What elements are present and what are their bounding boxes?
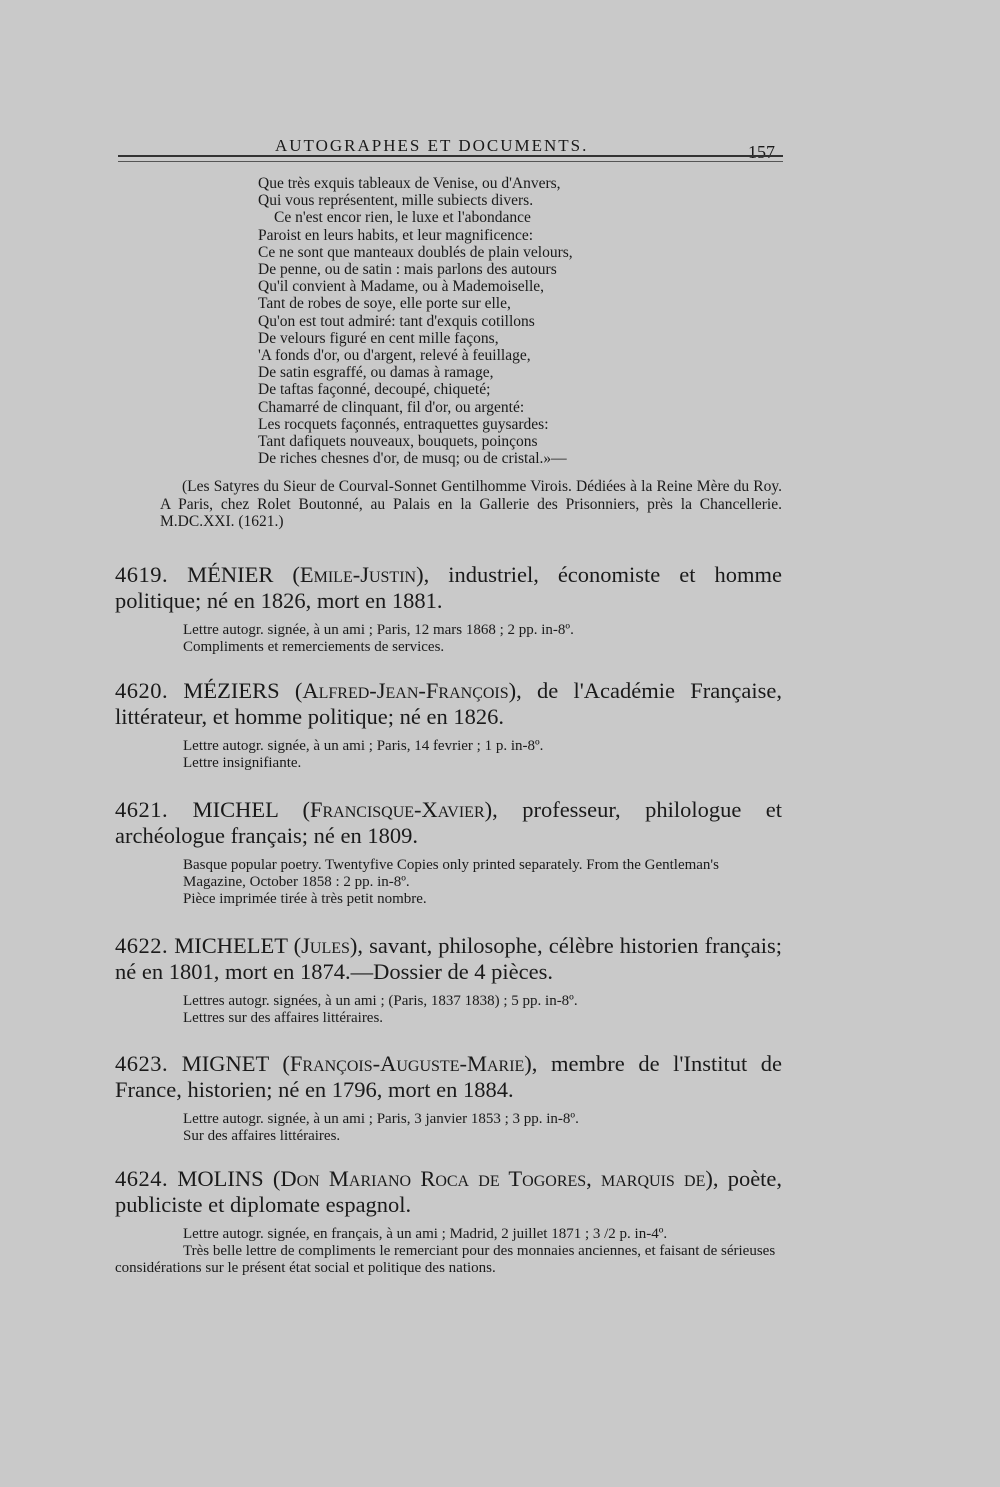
poem-line: De taftas façonné, decoupé, chiqueté; — [258, 381, 491, 399]
entry-details — [115, 738, 782, 772]
poem-line: Tant dafiquets nouveaux, bouquets, poinçons — [258, 433, 538, 451]
entry-description: membre de l'Institut de France, historien; né en 1796, mort en 1884. — [115, 1051, 783, 1102]
poem-line: Chamarré de clinquant, fil d'or, ou argenté: — [258, 398, 525, 416]
entry-item-line: Basque popular poetry. Twentyfive Copies only printed separately. From the Gentleman's Magazine, October 1858 : 2 pp. in-8º. — [183, 857, 719, 890]
entry-note-line: Lettres sur des affaires littéraires. — [183, 1010, 384, 1026]
entry-given-names: (Don Mariano Roca de Togores, marquis de), — [272, 1166, 719, 1191]
entry-description: industriel, économiste et homme politique; né en 1826, mort en 1881. — [115, 562, 783, 613]
entry-note-line: Très belle lettre de compliments le remerciant pour des monnaies anciennes, et faisant de sérieuses considérations sur le présent état social et politique des nations. — [115, 1243, 776, 1276]
poem-line: Que très exquis tableaux de Venise, ou d'Anvers, — [258, 175, 561, 192]
entry-number: 4622. — [115, 933, 169, 958]
entry-details — [115, 1111, 782, 1145]
entry-item-line: Lettre autogr. signée, à un ami ; Paris, 3 janvier 1853 ; 3 pp. in-8º. — [183, 1111, 579, 1127]
entry-heading — [115, 1051, 782, 1103]
entry-name: MIGNET — [181, 1051, 269, 1076]
entry-heading — [115, 562, 782, 614]
entry-name: MÉNIER — [187, 562, 274, 587]
entry-given-names: (François-Auguste-Marie), — [282, 1051, 538, 1076]
entry-heading — [115, 797, 782, 849]
poem-line: Qu'il convient à Madame, ou à Mademoiselle, — [258, 278, 545, 296]
poem-line: Paroist en leurs habits, et leur magnificence: — [258, 226, 534, 244]
entry-description: professeur, philologue et archéologue français; né en 1809. — [115, 797, 783, 848]
page-number: 157 — [748, 142, 775, 162]
entry-description: de l'Académie Française, littérateur, et homme politique; né en 1826. — [115, 678, 783, 729]
entry-heading — [115, 1166, 782, 1218]
catalog-entry — [115, 1166, 782, 1277]
entry-number: 4620. — [115, 678, 169, 703]
entry-name: MICHEL — [192, 797, 279, 822]
source-note: (Les Satyres du Sieur de Courval-Sonnet Gentilhomme Virois. Dédiées à la Reine Mère du Roy. A Paris, chez Rolet Boutonné, au Palais en la Gallerie des Prisonniers, près la Chancellerie. M.DC.XXI. (1621.) — [160, 478, 782, 530]
entry-item-line: Lettre autogr. signée, à un ami ; Paris, 12 mars 1868 ; 2 pp. in-8º. — [183, 622, 574, 638]
poem-line: Tant de robes de soye, elle porte sur elle, — [258, 295, 511, 313]
poem-line: De satin esgraffé, ou damas à ramage, — [258, 364, 494, 382]
poem-line: De riches chesnes d'or, de musq; ou de cristal.»— — [258, 450, 567, 468]
entry-description: savant, philosophe, célèbre historien français; né en 1801, mort en 1874.—Dossier de 4 pièces. — [115, 933, 783, 984]
poem-line: Ce n'est encor rien, le luxe et l'abondance — [274, 209, 531, 227]
poem-line: Qu'on est tout admiré: tant d'exquis cotillons — [258, 312, 535, 330]
entry-details — [115, 993, 782, 1027]
entry-details — [115, 857, 782, 908]
catalog-entry — [115, 933, 782, 1027]
entry-given-names: (Emile-Justin), — [292, 562, 430, 587]
entry-note-line: Sur des affaires littéraires. — [183, 1128, 341, 1144]
catalog-entry — [115, 562, 782, 656]
header-rule-thin — [118, 161, 783, 162]
header-rule — [118, 155, 783, 157]
entry-number: 4619. — [115, 562, 169, 587]
entry-number: 4624. — [115, 1166, 169, 1191]
poem-line: Les rocquets façonnés, entraquettes guysardes: — [258, 415, 549, 433]
entry-item-line: Lettres autogr. signées, à un ami ; (Paris, 1837 1838) ; 5 pp. in-8º. — [183, 993, 578, 1009]
entry-note-line: Compliments et remerciements de services. — [183, 639, 445, 655]
entry-heading — [115, 933, 782, 985]
entry-note-line: Lettre insignifiante. — [183, 755, 302, 771]
entry-note-line: Pièce imprimée tirée à très petit nombre. — [183, 891, 427, 907]
entry-name: MICHELET — [174, 933, 288, 958]
poem-line: Ce ne sont que manteaux doublés de plain velours, — [258, 243, 573, 261]
running-header: AUTOGRAPHES ET DOCUMENTS. — [275, 136, 589, 155]
entry-name: MOLINS — [177, 1166, 264, 1191]
entry-given-names: (Jules), — [293, 933, 364, 958]
entry-name: MÉZIERS — [183, 678, 280, 703]
catalog-entry — [115, 678, 782, 772]
poem-line: 'A fonds d'or, ou d'argent, relevé à feuillage, — [258, 347, 531, 365]
entry-item-line: Lettre autogr. signée, à un ami ; Paris, 14 fevrier ; 1 p. in-8º. — [183, 738, 544, 754]
entry-details — [115, 1226, 782, 1277]
entry-item-line: Lettre autogr. signée, en français, à un ami ; Madrid, 2 juillet 1871 ; 3 /2 p. in-4º. — [183, 1226, 668, 1242]
catalog-entry — [115, 797, 782, 908]
entry-details — [115, 622, 782, 656]
poem-line: De penne, ou de satin : mais parlons des autours — [258, 261, 557, 279]
poem-line: De velours figuré en cent mille façons, — [258, 329, 499, 347]
catalog-entry — [115, 1051, 782, 1145]
entry-number: 4621. — [115, 797, 169, 822]
poem-block — [258, 175, 573, 467]
entry-given-names: (Alfred-Jean-François), — [294, 678, 522, 703]
poem-line: Qui vous représentent, mille subiects divers. — [258, 192, 534, 210]
entry-number: 4623. — [115, 1051, 169, 1076]
entry-heading — [115, 678, 782, 730]
entry-given-names: (Francisque-Xavier), — [302, 797, 498, 822]
entry-description: poète, publiciste et diplomate espagnol. — [115, 1166, 783, 1217]
